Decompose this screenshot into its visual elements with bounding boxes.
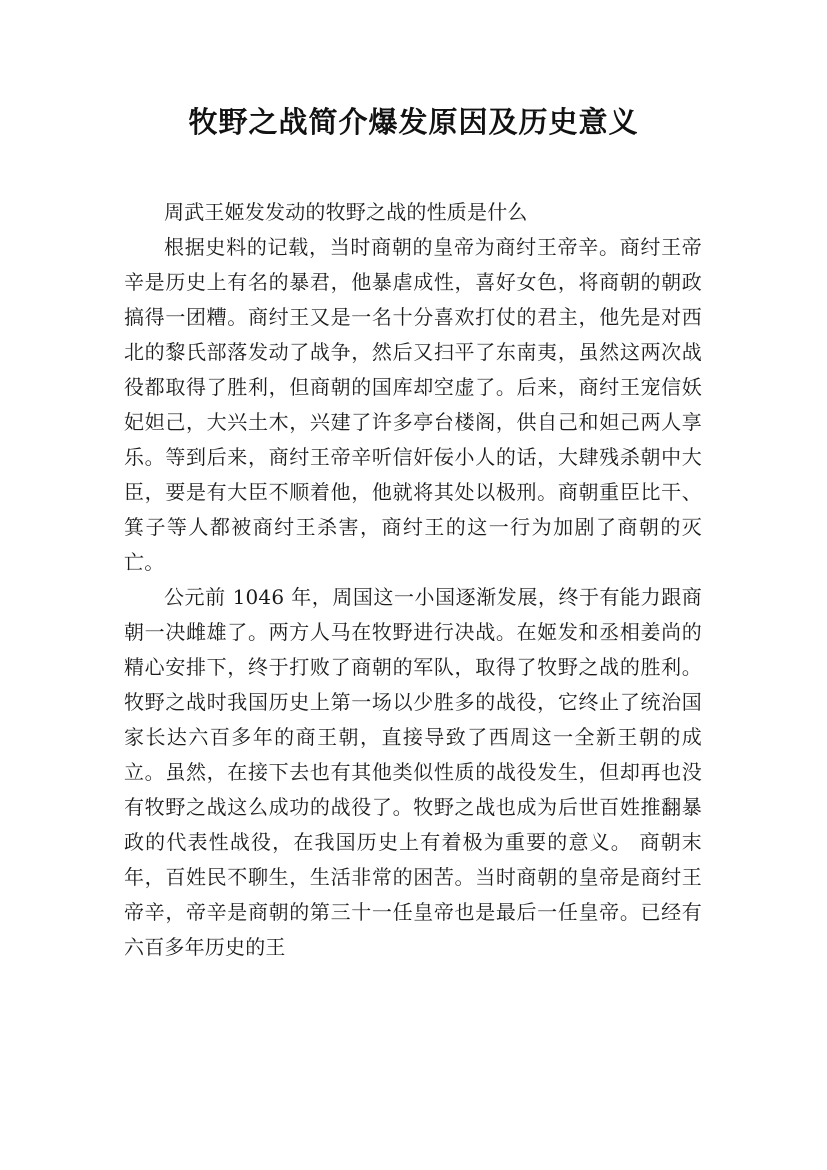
document-body (124, 195, 702, 965)
paragraph-battle: 公元前 1046 年，周国这一小国逐渐发展，终于有能力跟商朝一决雌雄了。两方人马在牧野进行决战。在姬发和丞相姜尚的精心安排下，终于打败了商朝的军队，取得了牧野之战的胜利。牧野之战时我国历史上第一场以少胜多的战役，它终止了统治国家长达六百多年的商王朝，直接导致了西周这一全新王朝的成立。虽然，在接下去也有其他类似性质的战役发生，但却再也没有牧野之战这么成功的战役了。牧野之战也成为后世百姓推翻暴政的代表性战役，在我国历史上有着极为重要的意义。 商朝末年，百姓民不聊生，生活非常的困苦。当时商朝的皇帝是商纣王帝辛，帝辛是商朝的第三十一任皇帝也是最后一任皇帝。已经有六百多年历史的王 (124, 585, 702, 959)
document-title: 牧野之战简介爆发原因及历史意义 (188, 105, 639, 139)
paragraph-heading-question: 周武王姬发发动的牧野之战的性质是什么 (164, 200, 528, 224)
paragraph-background: 根据史料的记载，当时商朝的皇帝为商纣王帝辛。商纣王帝辛是历史上有名的暴君，他暴虐成性，喜好女色，将商朝的朝政搞得一团糟。商纣王又是一名十分喜欢打仗的君主，他先是对西北的黎氏部落发动了战争，然后又扫平了东南夷，虽然这两次战役都取得了胜利，但商朝的国库却空虚了。后来，商纣王宠信妖妃妲己，大兴土木，兴建了许多亭台楼阁，供自己和妲己两人享乐。等到后来，商纣王帝辛听信奸佞小人的话，大肆残杀朝中大臣，要是有大臣不顺着他，他就将其处以极刑。商朝重臣比干、箕子等人都被商纣王杀害，商纣王的这一行为加剧了商朝的灭亡。 (124, 235, 702, 574)
